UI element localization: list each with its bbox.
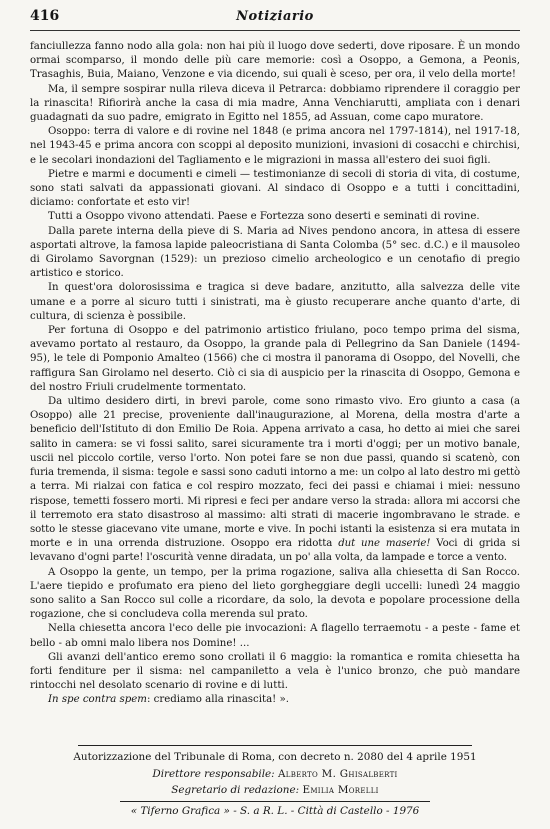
- running-head: Notiziario: [236, 9, 314, 24]
- director-label: Direttore responsabile:: [152, 767, 275, 780]
- paragraph: Pietre e marmi e documenti e cimeli — testimonianze di secoli di storia di vita, di costume, sono stati salvati da appassionati giovani. Al sindaco di Osoppo e a tutti i concittadini, diciamo: confortate et esto vir!: [30, 168, 520, 209]
- director-name: Alberto M. Ghisalberti: [278, 767, 398, 780]
- paragraph: Dalla parete interna della pieve di S. Maria ad Nives pendono ancora, in attesa di essere asportati altrove, la famosa lapide paleocristiana di Santa Colomba (5° sec. d.C.) e il mausoleo di Girolamo Savorgnan (1529): un prezioso cimelio archeologico e un cenotafio di pregio artistico e storico.: [30, 225, 520, 280]
- page-header: [30, 8, 520, 31]
- latin-motto: In spe contra spem: [48, 694, 147, 706]
- paragraph: A Osoppo la gente, un tempo, per la prima rogazione, saliva alla chiesetta di San Rocco. L'aere tiepido e profumato era pieno del lieto gorgheggiare degli uccelli: lunedì 24 maggio sono salito a San Rocco sul colle a ricordare, da solo, la devota e popolare processione della rogazione, che si concludeva colla merenda sul prato.: [30, 566, 520, 621]
- page-number: 416: [30, 8, 60, 24]
- secretary-label: Segretario di redazione:: [171, 784, 300, 796]
- paragraph: Gli avanzi dell'antico eremo sono crollati il 6 maggio: la romantica e romita chiesetta ha forti fenditure per il sisma: nel campaniletto a vela è l'unico bronzo, che può mandare rintocchi nel desolato scenario di rovine e di lutti.: [30, 651, 520, 692]
- paragraph-text: : crediamo alla rinascita! ».: [146, 694, 289, 706]
- paragraph: fanciullezza fanno nodo alla gola: non hai più il luogo dove sederti, dove riposare. È un mondo ormai scomparso, il mondo delle più care memorie: così a Osoppo, a Gemona, a Peonis, Trasaghis, Buia, Maiano, Venzone e via dicendo, sui quali è sceso, per ora, il velo della morte!: [30, 41, 520, 81]
- paragraph: Osoppo: terra di valore e di rovine nel 1848 (e prima ancora nel 1797-1814), nel 1917-18, nel 1943-45 e prima ancora con scoppi al deposito munizioni, invasioni di cosacchi e chirchisi, e le secolari inondazioni del Tagliamento e le migrazioni in massa all'estero dei suoi figli.: [30, 126, 520, 166]
- closing-paragraph: [30, 693, 520, 707]
- secretary-name: Emilia Morelli: [302, 784, 379, 796]
- paragraph: Nella chiesetta ancora l'eco delle pie invocazioni: A flagello terraemotu - a peste - fame et bello - ab omni malo libera nos Domine! ...: [30, 623, 520, 649]
- colophon: [30, 749, 520, 799]
- paragraph: Ma, il sempre sospirar nulla rileva diceva il Petrarca: dobbiamo riprendere il coraggio per la rinascita! Rifiorirà anche la casa di mia madre, Anna Venchiarutti, ampliata con i denari guadagnati da suo padre, emigrato in Egitto nel 1855, ad Assuan, come capo muratore.: [30, 83, 520, 124]
- director-line: [30, 766, 520, 783]
- paragraph-text: Da ultimo desidero dirti, in brevi parole, come sono rimasto vivo. Ero giunto a casa (a Osoppo) alle 21 precise, proveniente dall'inaugurazione, al Morena, della mostra d'arte a beneficio dell'Istituto di don Emilio De Roia. Appena arrivato a casa, ho detto ai miei che sarei salito in camera: se vi fossi salito, sarei sicuramente tra i morti d'oggi; per un motivo banale, uscii nel piccolo cortile, verso l'orto. Non potei fare se non due passi, quando si scatenò, con furia tremenda, il sisma: tegole e sassi sono caduti intorno a me: un colpo al lato destro mi gettò a terra. Mi rialzai con fatica e col respiro mozzato, feci dei passi e chiamai i miei: nessuno rispose, temetti fossero morti. Mi ripresi e feci per andare verso la strada: allora mi accorsi che il terremoto era stato disastroso al massimo: alti strati di macerie ingombravano le strade. e sotto le stesse giacevano vite umane, morte e vive. In pochi istanti la esistenza si era mutata in morte e in una orrenda distruzione. Osoppo era ridotta: [30, 396, 521, 550]
- paragraph: Tutti a Osoppo vivono attendati. Paese e Fortezza sono deserti e seminati di rovine.: [48, 211, 480, 223]
- secretary-line: [30, 782, 520, 799]
- footer-divider-bottom: [120, 801, 430, 802]
- authorization-line: Autorizzazione del Tribunale di Roma, con decreto n. 2080 del 4 aprile 1951: [73, 751, 477, 763]
- friulian-quote: dut une maserie!: [338, 538, 431, 550]
- paragraph-earthquake-account: [30, 395, 520, 565]
- paragraph-text: Voci di grida si levavano d'ogni parte! l'oscurità venne diradata, un po' alla volta, da lampade e torce a vento.: [30, 538, 520, 564]
- paragraph: Per fortuna di Osoppo e del patrimonio artistico friulano, poco tempo prima del sisma, avevamo portato al restauro, da Osoppo, la grande pala di Pellegrino da San Daniele (1494-95), le tele di Pomponio Amalteo (1566) che ci mostra il panorama di Osoppo, del Novelli, che raffigura San Girolamo nel deserto. Ciò ci sia di auspicio per la rinascita di Osoppo, Gemona e del nostro Friuli crudelmente tormentato.: [30, 325, 520, 393]
- paragraph: In quest'ora dolorosissima e tragica si deve badare, anzitutto, alla salvezza delle vite umane e a porre al sicuro tutti i sinistrati, ma è giusto recuperare anche quanto d'arte, di cultura, di scienza è possibile.: [30, 282, 520, 322]
- article-body: [30, 40, 520, 708]
- printer-line: « Tiferno Grafica » - S. a R. L. - Città di Castello - 1976: [130, 805, 420, 817]
- footer-divider-top: [78, 745, 472, 746]
